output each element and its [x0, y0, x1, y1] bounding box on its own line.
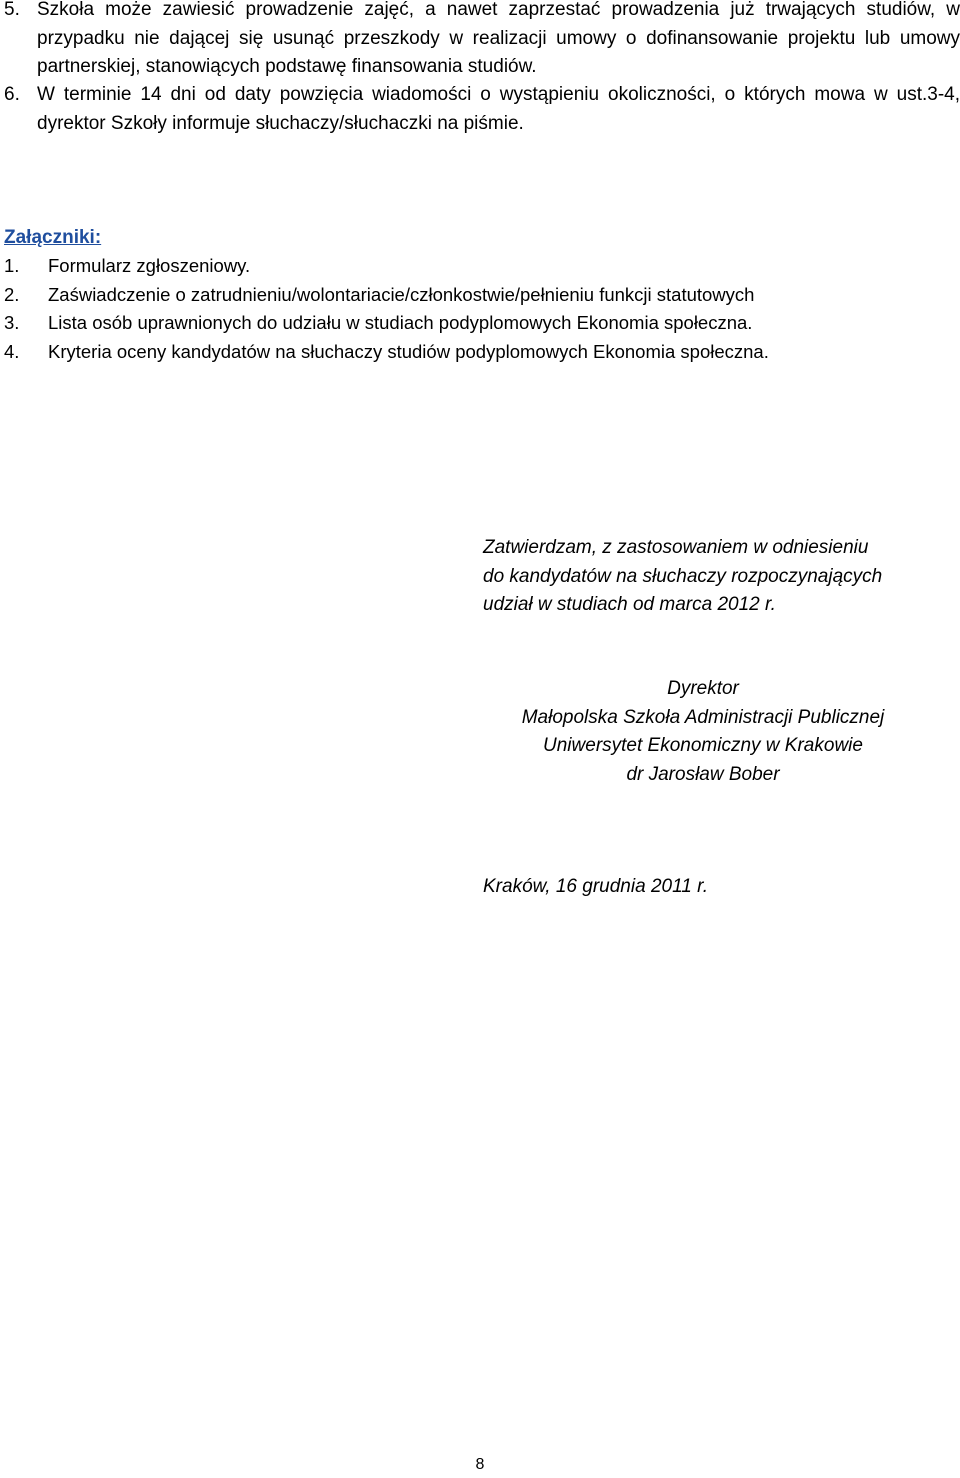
- signatory-name: dr Jarosław Bober: [626, 763, 780, 785]
- clause-6: [4, 81, 960, 138]
- clause-5: [4, 0, 960, 82]
- approval-line: udział w studiach od marca 2012 r.: [483, 594, 776, 615]
- page-number: 8: [475, 1456, 485, 1473]
- attachment-text: Kryteria oceny kandydatów na słuchaczy studiów podyplomowych Ekonomia społeczna.: [48, 340, 769, 362]
- list-item: [4, 252, 954, 281]
- place-date: Kraków, 16 grudnia 2011 r.: [483, 876, 708, 897]
- attachment-text: Formularz zgłoszeniowy.: [48, 255, 251, 276]
- signatory-university: Uniwersytet Ekonomiczny w Krakowie: [543, 735, 863, 756]
- attachment-number: 4.: [4, 340, 20, 362]
- approval-line: Zatwierdzam, z zastosowaniem w odniesieniu: [483, 537, 869, 558]
- attachment-text: Zaświadczenie o zatrudnieniu/wolontariacie/członkostwie/pełnieniu funkcji statutowych: [48, 283, 755, 305]
- attachments-heading: Załączniki:: [4, 227, 102, 248]
- signature-block: [483, 675, 923, 789]
- list-item: [4, 338, 954, 367]
- clause-number: 6.: [4, 84, 20, 105]
- attachment-number: 1.: [4, 255, 20, 276]
- attachment-text: Lista osób uprawnionych do udziału w studiach podyplomowych Ekonomia społeczna.: [48, 312, 753, 333]
- list-item: [4, 281, 954, 310]
- signatory-institution: Małopolska Szkoła Administracji Publicznej: [521, 706, 885, 728]
- list-item: [4, 309, 954, 338]
- attachment-number: 3.: [4, 312, 20, 333]
- approval-line: do kandydatów na słuchaczy rozpoczynających: [483, 565, 883, 587]
- approval-note: [483, 534, 953, 620]
- clause-text: Szkoła może zawiesić prowadzenie zajęć, a nawet zaprzestać prowadzenia już trwających studiów, w przypadku nie dającej się usunąć przeszkody w realizacji umowy o dofinansowanie projektu lub umowy partnerskiej, stanowiących podstawę finansowania studiów.: [37, 0, 960, 77]
- attachment-number: 2.: [4, 283, 20, 305]
- attachments-list: [4, 252, 954, 366]
- clause-number: 5.: [4, 0, 20, 20]
- clause-text: W terminie 14 dni od daty powzięcia wiadomości o wystąpieniu okoliczności, o których mowa w ust.3-4, dyrektor Szkoły informuje słuchaczy/słuchaczki na piśmie.: [37, 84, 960, 134]
- signatory-title: Dyrektor: [667, 678, 739, 699]
